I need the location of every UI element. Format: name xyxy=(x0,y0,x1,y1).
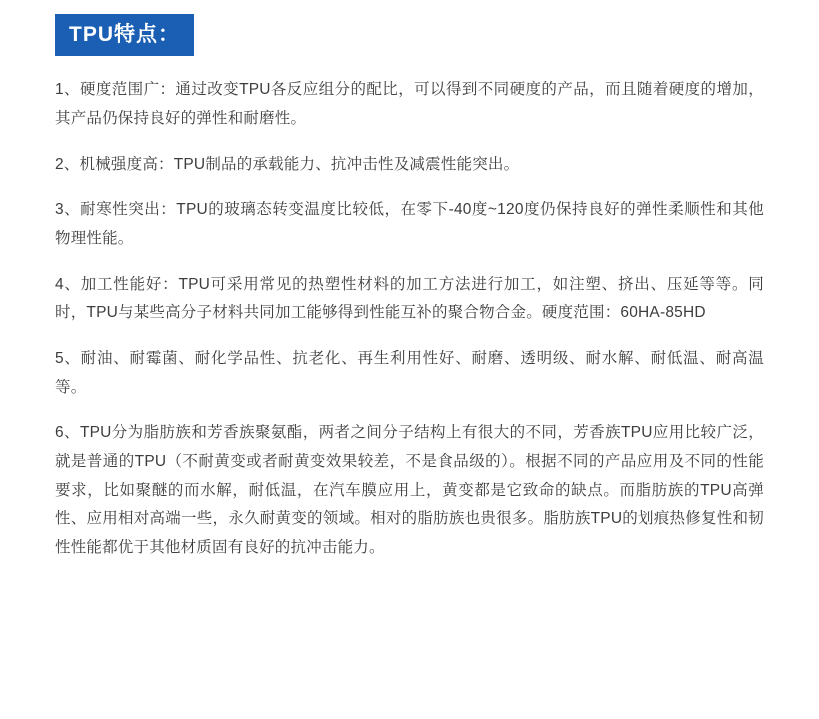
paragraph: 2、机械强度高：TPU制品的承载能力、抗冲击性及减震性能突出。 xyxy=(55,155,520,173)
paragraph: 4、加工性能好：TPU可采用常见的热塑性材料的加工方法进行加工，如注塑、挤出、压延等等。同时，TPU与某些高分子材料共同加工能够得到性能互补的聚合物合金。硬度范围：60HA-85HD xyxy=(55,275,764,322)
section-title-banner: TPU特点： xyxy=(55,14,194,56)
paragraph: 6、TPU分为脂肪族和芳香族聚氨酯，两者之间分子结构上有很大的不同，芳香族TPU应用比较广泛，就是普通的TPU（不耐黄变或者耐黄变效果较差，不是食品级的）。根据不同的产品应用及不同的性能要求，比如聚醚的而水解，耐低温，在汽车膜应用上，黄变都是它致命的缺点。而脂肪族的TPU高弹性、应用相对高端一些，永久耐黄变的领域。相对的脂肪族也贵很多。脂肪族TPU的划痕热修复性和韧性性能都优于其他材质固有良好的抗冲击能力。 xyxy=(55,424,764,556)
document-body xyxy=(55,76,764,562)
paragraph: 1、硬度范围广：通过改变TPU各反应组分的配比，可以得到不同硬度的产品，而且随着硬度的增加，其产品仍保持良好的弹性和耐磨性。 xyxy=(55,81,764,127)
paragraph: 3、耐寒性突出：TPU的玻璃态转变温度比较低，在零下-40度~120度仍保持良好的弹性柔顺性和其他物理性能。 xyxy=(55,201,764,247)
paragraph: 5、耐油、耐霉菌、耐化学品性、抗老化、再生利用性好、耐磨、透明级、耐水解、耐低温、耐高温等。 xyxy=(55,349,764,396)
